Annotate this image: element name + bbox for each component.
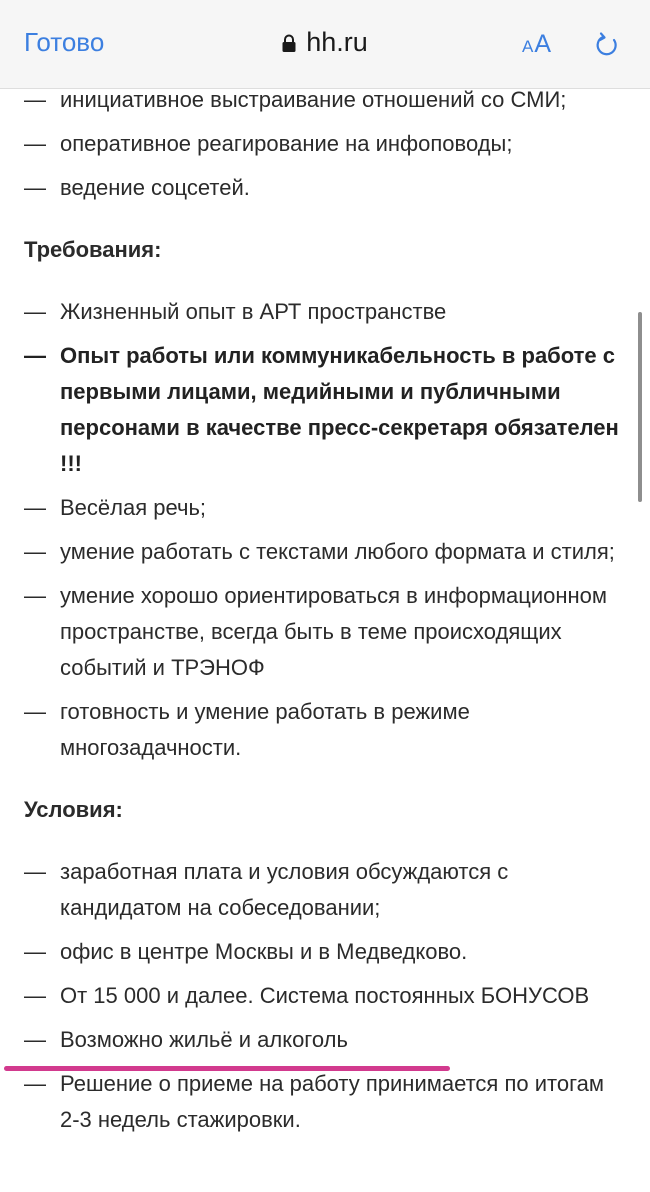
list-item [0, 978, 650, 1014]
dash: — [24, 175, 46, 200]
list-item [0, 1066, 650, 1138]
conditions-heading: Условия: [24, 797, 123, 822]
dash: — [24, 1027, 46, 1052]
list-item [0, 126, 650, 162]
list-item-text: Весёлая речь; [60, 495, 207, 520]
text-size-large-a: A [534, 30, 553, 58]
list-item-text: Опыт работы или коммуникабельность в работе с первыми лицами, медийными и публичными персонами в качестве пресс-секретаря обязателен !!! [60, 343, 619, 476]
done-button[interactable]: Готово [24, 27, 105, 57]
list-item [0, 854, 650, 926]
reload-icon[interactable] [592, 30, 622, 60]
list-item-text: умение хорошо ориентироваться в информационном пространстве, всегда быть в теме происходящих событий и ТРЭНОФ [60, 583, 608, 680]
dash: — [24, 495, 46, 520]
list-item [0, 534, 650, 570]
dash: — [24, 299, 46, 324]
list-item-text: От 15 000 и далее. Система постоянных БОНУСОВ [60, 983, 590, 1008]
list-item [0, 578, 650, 686]
list-item-text: оперативное реагирование на инфоповоды; [60, 131, 513, 156]
list-item-text: умение работать с текстами любого формата и стиля; [60, 539, 615, 564]
requirements-heading: Требования: [24, 237, 162, 262]
dash: — [24, 131, 46, 156]
list-item-text: Жизненный опыт в АРТ пространстве [60, 299, 447, 324]
list-item-text: ведение соцсетей. [60, 175, 250, 200]
address-bar[interactable] [0, 27, 650, 58]
list-item-text: инициативное выстраивание отношений со СМИ; [60, 87, 567, 112]
text-size-small-a: A [522, 37, 535, 56]
dash: — [24, 983, 46, 1008]
list-item [0, 934, 650, 970]
text-size-button[interactable] [522, 30, 552, 59]
dash: — [24, 87, 46, 112]
dash: — [24, 859, 46, 884]
list-item-text: готовность и умение работать в режиме многозадачности. [60, 699, 470, 760]
list-item [0, 1022, 650, 1058]
list-item [0, 694, 650, 766]
dash: — [24, 939, 46, 964]
dash: — [24, 1071, 46, 1096]
scrollbar[interactable] [638, 312, 642, 502]
list-item-text: заработная плата и условия обсуждаются с кандидатом на собеседовании; [60, 859, 509, 920]
list-item [0, 338, 650, 482]
lock-icon [282, 34, 296, 52]
dash: — [24, 699, 46, 724]
dash: — [24, 539, 46, 564]
list-item-text: Возможно жильё и алкоголь [60, 1027, 348, 1052]
list-item-text: Решение о приеме на работу принимается по итогам 2-3 недель стажировки. [60, 1071, 604, 1132]
url-text: hh.ru [306, 27, 368, 57]
browser-toolbar [0, 0, 650, 89]
dash: — [24, 343, 46, 368]
list-item [0, 490, 650, 526]
list-item [0, 294, 650, 330]
list-item-text: офис в центре Москвы и в Медведково. [60, 939, 468, 964]
list-item [0, 82, 650, 118]
dash: — [24, 583, 46, 608]
highlight-underline [4, 1066, 450, 1071]
list-item [0, 170, 650, 206]
vacancy-content [0, 82, 650, 1138]
